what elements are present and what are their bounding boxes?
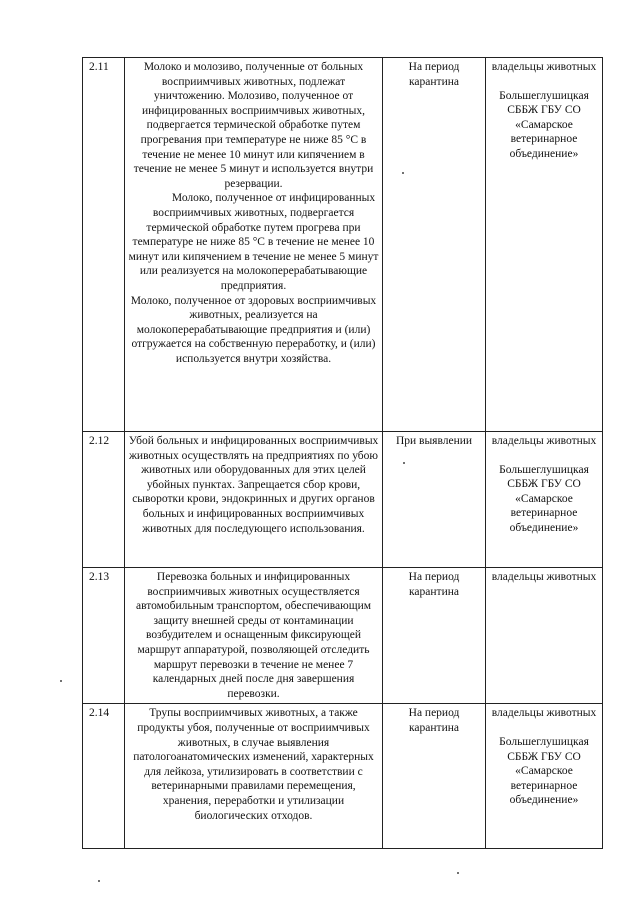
measure-paragraph: Убой больных и инфицированных восприимчивых животных осуществлять на предприятиях по убою животных или оборудованных для этих целей убойных пунктах. Запрещается сбор крови, сыворотки крови, эндокринных и других органов больных и инфицированных восприимчивых животных для последующего использования.	[128, 435, 379, 535]
responsible-owner: владельцы животных	[491, 435, 597, 447]
scan-speck	[402, 172, 404, 174]
period-cell: При выявлении	[383, 432, 486, 568]
responsible-owner: владельцы животных	[491, 61, 597, 73]
measure-text	[125, 58, 383, 432]
scan-speck	[457, 872, 459, 874]
measure-paragraph: Перевозка больных и инфицированных восприимчивых животных осуществляется автомобильным транспортом, обеспечивающим защиту внешней среды от контаминации возбудителем и оснащенным фиксирующей маршрут аппаратурой, позволяющей отследить маршрут перевозки в течение не менее 7 календарных дней после дня завершения перевозки.	[135, 571, 372, 700]
measure-paragraph: Трупы восприимчивых животных, а также продукты убоя, полученные от восприимчивых животных, в случае выявления патологоанатомических изменений, характерных для лейкоза, утилизировать в соответствии с ветеринарными правилами перемещения, хранения, переработки и утилизации биологических отходов.	[133, 707, 374, 822]
measure-paragraph: Молоко, полученное от инфицированных восприимчивых животных, подвергается термической обработке путем прогрева при температуре не ниже 85 °С в течение не менее 10 минут или кипячением в течение не менее 5 минут или реализуется на молокоперерабатывающие предприятия.	[128, 192, 379, 292]
responsible-organization: Большеглушицкая СББЖ ГБУ СО «Самарское ветеринарное объединение»	[499, 463, 589, 534]
scan-speck	[98, 880, 100, 882]
table-row	[83, 432, 603, 568]
responsible-cell	[486, 432, 603, 568]
responsible-cell	[486, 704, 603, 849]
responsible-cell	[486, 58, 603, 432]
item-number: 2.12	[83, 432, 125, 568]
period-cell: На период карантина	[383, 704, 486, 849]
responsible-organization: Большеглушицкая СББЖ ГБУ СО «Самарское ветеринарное объединение»	[499, 735, 589, 807]
responsible-organization: Большеглушицкая СББЖ ГБУ СО «Самарское ветеринарное объединение»	[499, 89, 589, 160]
table-row	[83, 704, 603, 849]
period-cell: На период карантина	[383, 58, 486, 432]
measure-text	[125, 704, 383, 849]
responsible-owner: владельцы животных	[491, 571, 597, 583]
item-number: 2.11	[83, 58, 125, 432]
item-number: 2.14	[83, 704, 125, 849]
period-cell: На период карантина	[383, 568, 486, 704]
table-row	[83, 58, 603, 432]
measure-paragraph: Молоко и молозиво, полученные от больных восприимчивых животных, подлежат уничтожению. Молозиво, полученное от инфицированных восприимчивых животных, подвергается термической обработке путем прогревания при температуре не ниже 85 °С в течение не менее 10 минут или кипячением в течение не менее 5 минут и используется внутри резервации.	[133, 61, 374, 190]
responsible-cell	[486, 568, 603, 704]
measure-text	[125, 568, 383, 704]
responsible-owner: владельцы животных	[491, 707, 597, 720]
scan-speck	[403, 462, 405, 464]
measure-paragraph: Молоко, полученное от здоровых восприимчивых животных, реализуется на молокоперерабатывающие предприятия и (или) отгружается на собственную переработку, и (или) используется внутри хозяйства.	[130, 294, 377, 365]
table-row	[83, 568, 603, 704]
scan-speck	[60, 680, 62, 682]
measure-text	[125, 432, 383, 568]
item-number: 2.13	[83, 568, 125, 704]
measures-table	[82, 57, 603, 849]
